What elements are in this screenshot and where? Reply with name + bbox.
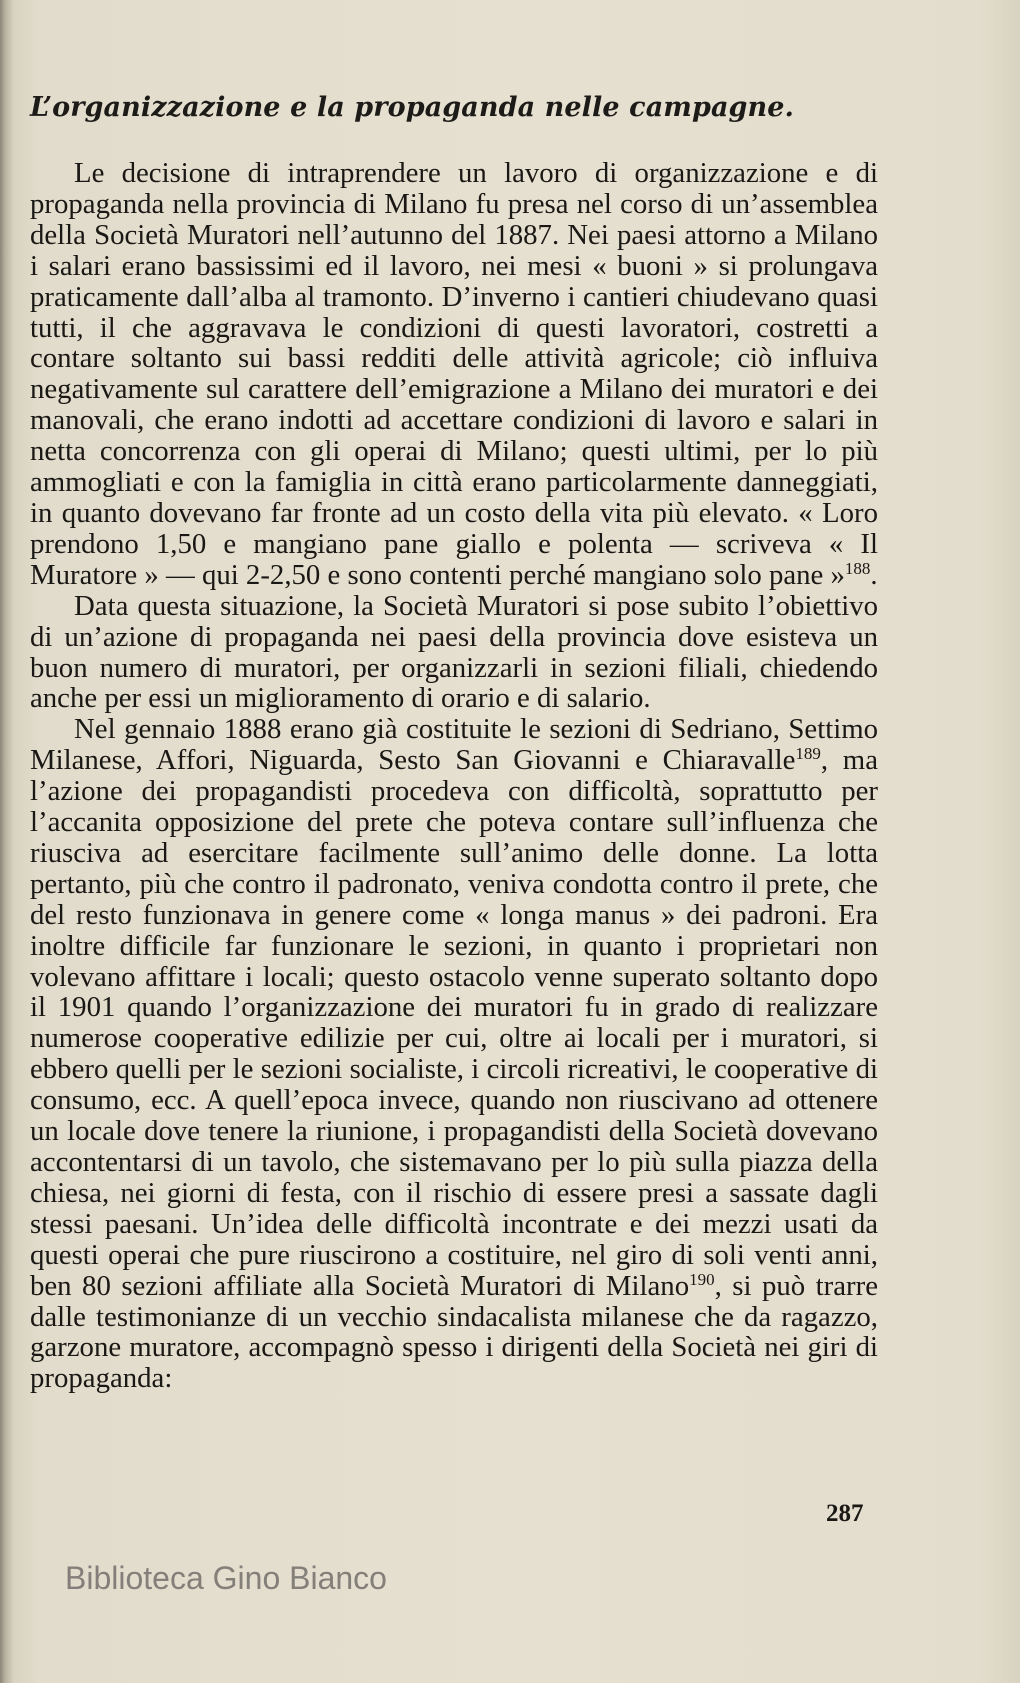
- paragraph-text: Le decisione di intraprendere un lavoro di organizzazione e di propaganda nella provincia di Milano fu presa nel corso di un’assemblea della Società Muratori nell’autunno del 1887. Nei paesi attorno a Milano i salari erano bassissimi ed il lavoro, nei mesi « buoni » si prolungava praticamente dall’alba al tramonto. D’inverno i cantieri chiudevano quasi tutti, il che aggravava le condizioni di questi lavoratori, costretti a contare soltanto sui bassi redditi delle attività agricole; ciò influiva negativamente sul carattere dell’emigrazione a Milano dei muratori e dei manovali, che erano indotti ad accettare condizioni di lavoro e salari in netta concorrenza con gli operai di Milano; questi ultimi, per lo più ammogliati e con la famiglia in città erano particolarmente danneggiati, in quanto dovevano far fronte ad un costo della vita più elevato. « Loro prendono 1,50 e mangiano pane giallo e polenta — scriveva « Il Muratore » — qui 2-2,50 e sono contenti perché mangiano solo pane »: [30, 157, 878, 591]
- page-number: 287: [826, 1500, 864, 1527]
- section-heading: L’organizzazione e la propaganda nelle campagne.: [30, 92, 795, 123]
- footnote-ref-189: 189: [795, 744, 821, 764]
- footnote-ref-190: 190: [689, 1269, 715, 1289]
- paragraph-3: [30, 714, 878, 1394]
- paragraph-text: Data questa situazione, la Società Muratori si pose subito l’obiettivo di un’azione di propaganda nei paesi della provincia dove esisteva un buon numero di muratori, per organizzarli in sezioni filiali, chiedendo anche per essi un miglioramento di orario e di salario.: [30, 589, 878, 715]
- paragraph-text: .: [870, 558, 878, 591]
- paragraph-text: , ma l’azione dei propagandisti procedeva con difficoltà, soprattutto per l’accanita opposizione del prete che poteva contare sull’influenza che riusciva ad esercitare facilmente sull’animo delle donne. La lotta pertanto, più che contro il padronato, veniva condotta contro il prete, che del resto funzionava in genere come « longa manus » dei padroni. Era inoltre difficile far funzionare le sezioni, in quanto i proprietari non volevano affittare i locali; questo ostacolo venne superato soltanto dopo il 1901 quando l’organizzazione dei muratori fu in grado di realizzare numerose cooperative edilizie per cui, oltre ai locali per i muratori, si ebbero quelli per le sezioni socialiste, i circoli ricreativi, le cooperative di consumo, ecc. A quell’epoca invece, quando non riuscivano ad ottenere un locale dove tenere la riunione, i propagandisti della Società dovevano accontentarsi di un tavolo, che sistemavano per lo più sulla piazza della chiesa, nei giorni di festa, con il rischio di essere presi a sassate dagli stessi paesani. Un’idea delle difficoltà incontrate e dei mezzi usati da questi operai che pure riuscirono a costituire, nel giro di soli venti anni, ben 80 sezioni affiliate alla Società Muratori di Milano: [30, 744, 878, 1302]
- paragraph-1: [30, 158, 878, 591]
- library-watermark: Biblioteca Gino Bianco: [65, 1560, 387, 1596]
- paragraph-2: [30, 591, 878, 715]
- footnote-ref-188: 188: [844, 558, 871, 578]
- paragraph-text: , si può trarre dalle testimonianze di un vecchio sindacalista milanese che da ragazzo, garzone muratore, accompagnò spesso i dirigenti della Società nei giri di propaganda:: [30, 1269, 878, 1395]
- body-text: [30, 158, 878, 1394]
- paragraph-text: Nel gennaio 1888 erano già costituite le sezioni di Sedriano, Settimo Milanese, Affori, Niguarda, Sesto San Giovanni e Chiaravalle: [30, 713, 878, 777]
